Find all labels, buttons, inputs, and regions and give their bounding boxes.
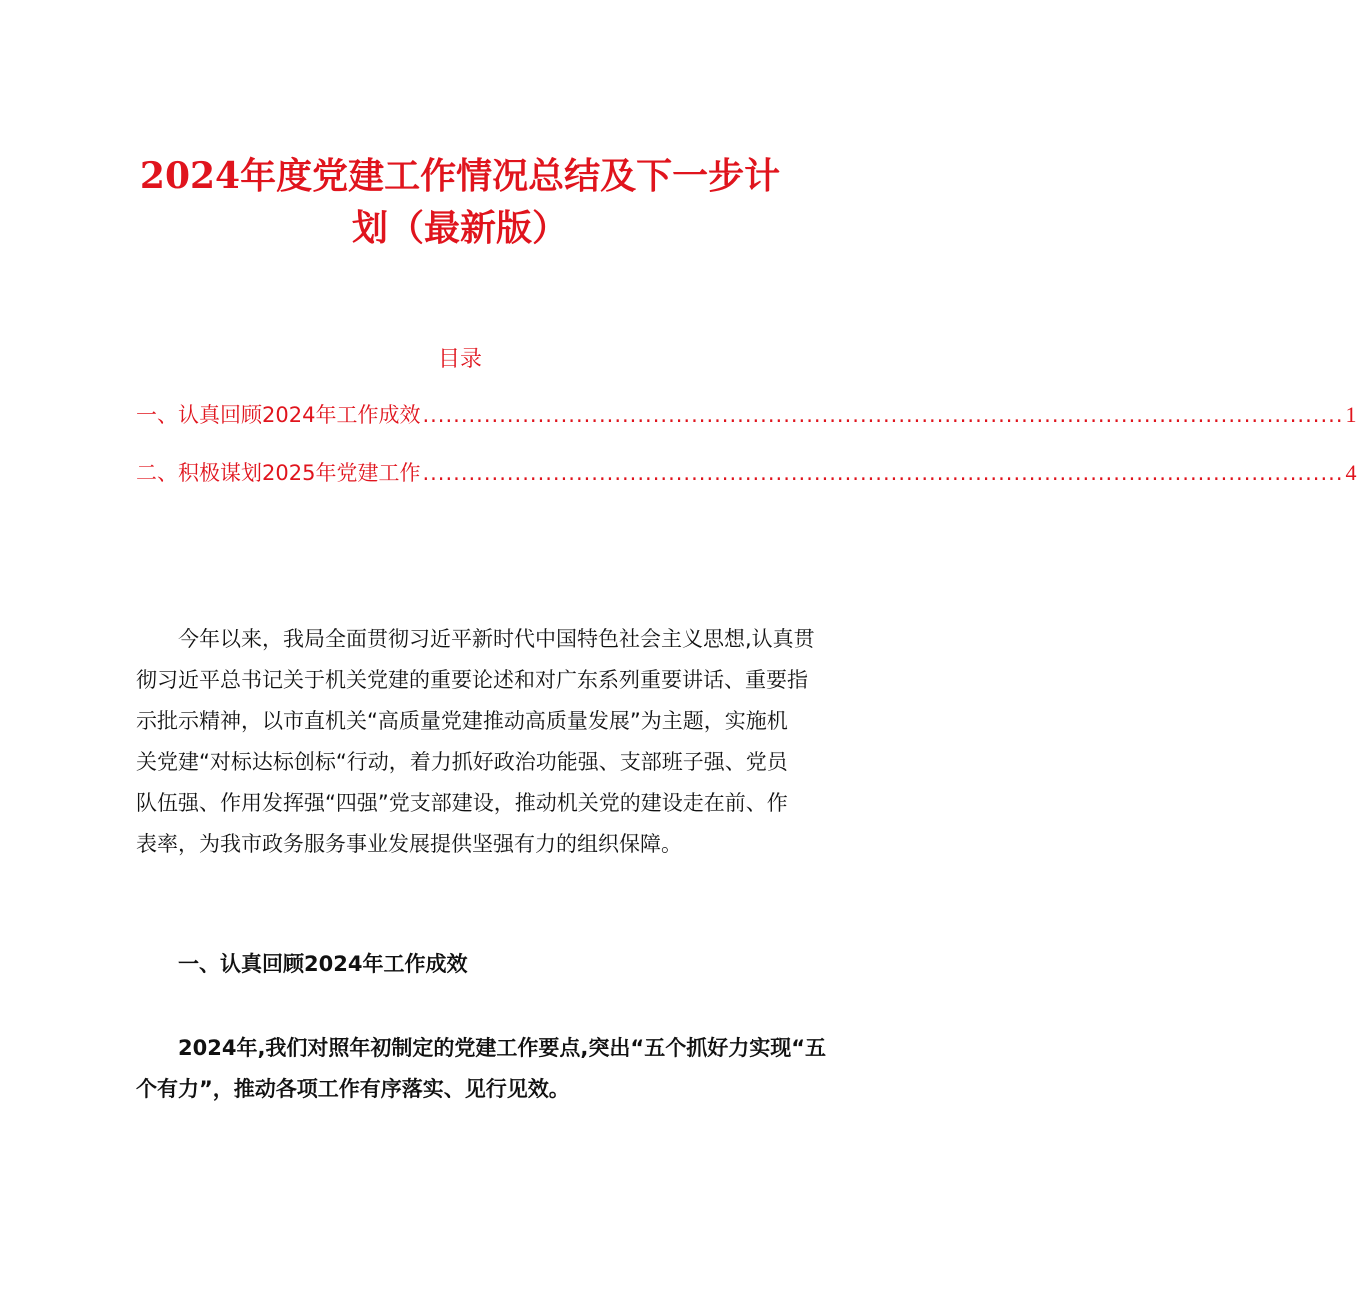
paragraph-line: 关党建“对标达标创标“行动，着力抓好政治功能强、支部班子强、党员 bbox=[136, 750, 788, 774]
toc-heading: 目录 bbox=[437, 347, 482, 372]
paragraph-line: 今年以来，我局全面贯彻习近平新时代中国特色社会主义思想,认真贯 bbox=[178, 627, 815, 651]
section-1-heading: 一、认真回顾2024年工作成效 bbox=[178, 952, 468, 976]
title-line-2: 划（最新版） bbox=[351, 207, 568, 249]
title-line-1: 2024年度党建工作情况总结及下一步计 bbox=[139, 155, 781, 197]
toc-dot-leader: ........................................................................................................................ bbox=[422, 461, 1344, 485]
toc-entry-section-1[interactable] bbox=[136, 399, 1357, 431]
toc-entry-section-2[interactable] bbox=[136, 457, 1357, 489]
intro-paragraph bbox=[136, 619, 815, 865]
toc-entry-label: 二、积极谋划2025年党建工作 bbox=[136, 461, 421, 485]
toc-page-number: 1 bbox=[1345, 402, 1357, 427]
paragraph-line: 示批示精神，以市直机关“高质量党建推动高质量发展”为主题，实施机 bbox=[136, 709, 788, 733]
toc-dot-leader: ........................................................................................................................ bbox=[422, 403, 1344, 427]
paragraph-line: 表率，为我市政务服务事业发展提供坚强有力的组织保障。 bbox=[136, 832, 682, 856]
section-1-paragraph bbox=[136, 1028, 827, 1110]
paragraph-line: 个有力”，推动各项工作有序落实、见行见效。 bbox=[136, 1077, 570, 1101]
paragraph-line: 2024年,我们对照年初制定的党建工作要点,突出“五个抓好力实现“五 bbox=[178, 1036, 827, 1060]
toc-entry-label: 一、认真回顾2024年工作成效 bbox=[136, 403, 421, 427]
toc-page-number: 4 bbox=[1345, 460, 1357, 485]
paragraph-line: 队伍强、作用发挥强“四强”党支部建设，推动机关党的建设走在前、作 bbox=[136, 791, 788, 815]
paragraph-line: 彻习近平总书记关于机关党建的重要论述和对广东系列重要讲话、重要指 bbox=[136, 668, 808, 692]
document-title bbox=[120, 150, 800, 254]
